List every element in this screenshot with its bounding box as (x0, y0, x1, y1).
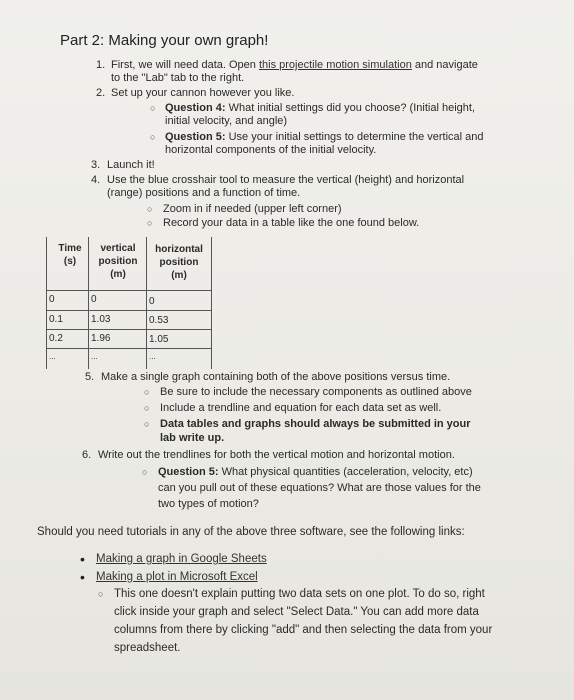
step-5-bullet-3-line2: lab write up. (160, 432, 225, 444)
step-number: 3. (91, 159, 101, 171)
hollow-circle-bullet-icon: ○ (144, 419, 150, 429)
data-table (46, 237, 212, 369)
excel-note-line2: click inside your graph and select "Select Data." You can add more data (114, 606, 479, 618)
step-2-text: Set up your cannon however you like. (111, 87, 295, 99)
question-4-label: Question 4: (165, 102, 226, 114)
hollow-circle-bullet-icon: ○ (147, 204, 153, 214)
step-number: 5. (85, 371, 95, 383)
question-5b-line2: can you pull out of these equations? What are those values for the (158, 482, 481, 494)
hollow-circle-bullet-icon: ○ (150, 103, 156, 113)
question-4 (165, 102, 475, 115)
question-5a-label: Question 5: (165, 131, 226, 143)
excel-note-line1: This one doesn't explain putting two data sets on one plot. To do so, right (114, 588, 485, 600)
table-border (46, 329, 212, 330)
table-header-time (48, 242, 92, 268)
table-header-line: (s) (63, 256, 77, 267)
step-1-text-b: and navigate (411, 59, 478, 71)
step-5-bullet-3: Data tables and graphs should always be submitted in your (160, 418, 471, 430)
page-title: Part 2: Making your own graph! (60, 32, 269, 49)
table-header-line: position (98, 256, 138, 267)
table-cell: 1.05 (149, 334, 169, 345)
step-number: 6. (82, 449, 92, 461)
hollow-circle-bullet-icon: ○ (144, 387, 150, 397)
hollow-circle-bullet-icon: ○ (147, 218, 153, 228)
google-sheets-link[interactable]: Making a graph in Google Sheets (96, 553, 267, 565)
step-1-text (111, 59, 478, 72)
step-number: 1. (96, 59, 106, 71)
step-1-text-line2: to the "Lab" tab to the right. (111, 72, 245, 84)
excel-link[interactable]: Making a plot in Microsoft Excel (96, 571, 258, 583)
table-cell: 0.53 (149, 315, 169, 326)
filled-circle-bullet-icon: • (80, 569, 85, 585)
step-5-text: Make a single graph containing both of the above positions versus time. (101, 371, 451, 383)
step-1-text-a: First, we will need data. Open (111, 59, 259, 71)
step-4-bullet-2: Record your data in a table like the one found below. (163, 217, 420, 229)
hollow-circle-bullet-icon: ○ (150, 132, 156, 142)
step-number: 2. (96, 87, 106, 99)
step-5-bullet-2: Include a trendline and equation for each data set as well. (160, 402, 442, 414)
table-cell: ... (149, 352, 156, 361)
excel-note-line4: spreadsheet. (114, 642, 181, 654)
table-cell: 0 (149, 296, 155, 307)
table-header-line: (m) (171, 270, 187, 281)
step-3-text: Launch it! (107, 159, 155, 171)
table-border (211, 237, 212, 369)
table-cell: 1.96 (91, 333, 111, 344)
step-4-text-line2: (range) positions and a function of time. (107, 187, 301, 199)
step-6-text: Write out the trendlines for both the vertical motion and horizontal motion. (98, 449, 455, 461)
table-header-vertical (90, 242, 146, 281)
step-4-text: Use the blue crosshair tool to measure the vertical (height) and horizontal (107, 174, 465, 186)
table-cell: 0.2 (49, 333, 63, 344)
table-header-horizontal (147, 243, 211, 282)
question-5a (165, 131, 484, 144)
question-5b-text: What physical quantities (acceleration, velocity, etc) (218, 466, 473, 478)
table-cell: 1.03 (91, 314, 111, 325)
step-number: 4. (91, 174, 101, 186)
table-border (46, 237, 47, 369)
table-border (46, 348, 212, 349)
question-5b (158, 466, 473, 479)
table-header-line: position (159, 257, 199, 268)
step-4-bullet-1: Zoom in if needed (upper left corner) (163, 203, 342, 215)
table-header-line: (m) (110, 269, 126, 280)
table-border (46, 290, 212, 291)
hollow-circle-bullet-icon: ○ (98, 589, 104, 599)
table-cell: 0 (91, 294, 97, 305)
hollow-circle-bullet-icon: ○ (142, 467, 148, 477)
tutorials-intro: Should you need tutorials in any of the above three software, see the following links: (37, 526, 465, 538)
question-4-line2: initial velocity, and angle) (165, 115, 288, 127)
question-5a-line2: horizontal components of the initial velocity. (165, 144, 377, 156)
table-cell: ... (91, 352, 98, 361)
question-5b-label: Question 5: (158, 466, 219, 478)
table-cell: ... (49, 352, 56, 361)
table-cell: 0 (49, 294, 55, 305)
table-header-line: Time (58, 243, 82, 254)
question-5b-line3: two types of motion? (158, 498, 259, 510)
hollow-circle-bullet-icon: ○ (144, 403, 150, 413)
table-header-line: vertical (100, 243, 136, 254)
step-5-bullet-1: Be sure to include the necessary components as outlined above (160, 386, 472, 398)
table-header-line: horizontal (155, 244, 203, 255)
table-border (46, 310, 212, 311)
filled-circle-bullet-icon: • (80, 551, 85, 567)
simulation-link[interactable]: this projectile motion simulation (258, 59, 412, 71)
question-4-text: What initial settings did you choose? (Initial height, (225, 102, 475, 114)
question-5a-text: Use your initial settings to determine the vertical and (225, 131, 484, 143)
table-cell: 0.1 (49, 314, 63, 325)
excel-note-line3: columns from there by clicking "add" and then selecting the data from your (114, 624, 493, 636)
